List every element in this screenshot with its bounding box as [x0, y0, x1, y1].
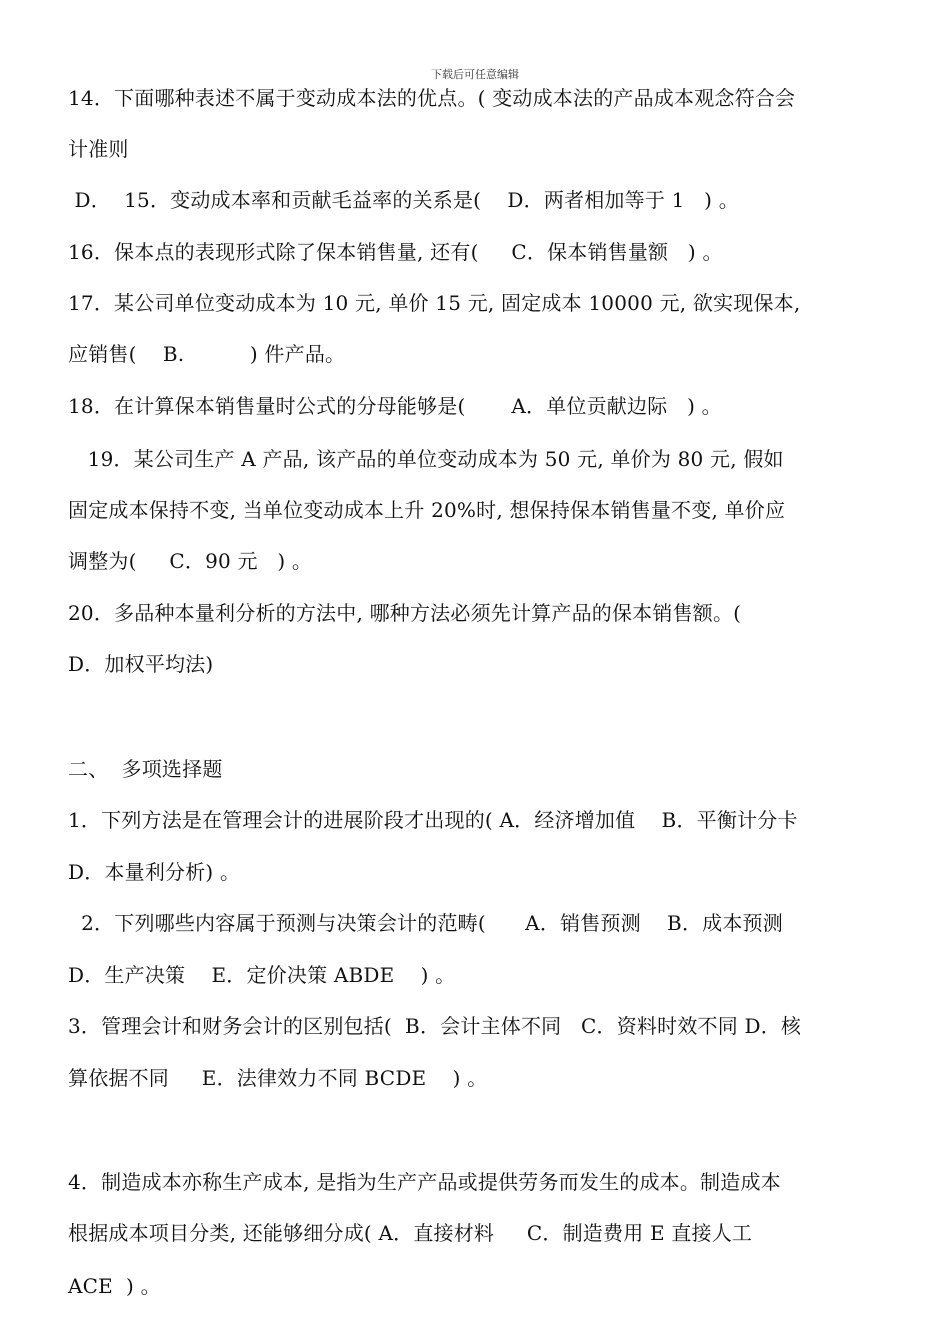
text-line: 16．保本点的表现形式除了保本销售量, 还有( C．保本销售量额 ) 。 [68, 240, 723, 264]
text-line: ACE ) 。 [68, 1274, 161, 1298]
text-line: D．本量利分析) 。 [68, 860, 241, 884]
text-line: 根据成本项目分类, 还能够细分成( A．直接材料 C．制造费用 E 直接人工 [68, 1221, 753, 1245]
text-line: 18．在计算保本销售量时公式的分母能够是( A．单位贡献边际 ) 。 [68, 394, 722, 418]
text-line: 4．制造成本亦称生产成本, 是指为生产产品或提供劳务而发生的成本。制造成本 [68, 1170, 781, 1194]
section-heading: 二、 多项选择题 [68, 757, 223, 781]
text-line: 19．某公司生产 A 产品, 该产品的单位变动成本为 50 元, 单价为 80 元, 假如 [68, 447, 784, 471]
text-line: 调整为( C．90 元 ) 。 [68, 549, 313, 573]
text-line: D．加权平均法) [68, 652, 214, 676]
text-line: D． 15．变动成本率和贡献毛益率的关系是( D．两者相加等于 1 ) 。 [68, 188, 739, 212]
page-header: 下载后可任意编辑 [431, 68, 519, 81]
text-line: 3．管理会计和财务会计的区别包括( B．会计主体不同 C．资料时效不同 D．核 [68, 1014, 802, 1038]
text-line: 2．下列哪些内容属于预测与决策会计的范畴( A．销售预测 B．成本预测 [68, 911, 783, 935]
text-line: D．生产决策 E．定价决策 ABDE ) 。 [68, 963, 456, 987]
text-line: 20．多品种本量利分析的方法中, 哪种方法必须先计算产品的保本销售额。( [68, 601, 742, 625]
text-line: 17．某公司单位变动成本为 10 元, 单价 15 元, 固定成本 10000 元, 欲实现保本, [68, 291, 801, 315]
text-line: 应销售( B. ) 件产品。 [68, 342, 346, 366]
text-line: 1．下列方法是在管理会计的进展阶段才出现的( A．经济增加值 B．平衡计分卡 [68, 808, 798, 832]
text-line: 计准则 [68, 137, 129, 161]
text-line: 固定成本保持不变, 当单位变动成本上升 20%时, 想保持保本销售量不变, 单价应 [68, 498, 786, 522]
text-line: 14．下面哪种表述不属于变动成本法的优点。( 变动成本法的产品成本观念符合会 [68, 86, 796, 110]
text-line: 算依据不同 E．法律效力不同 BCDE ) 。 [68, 1066, 488, 1090]
